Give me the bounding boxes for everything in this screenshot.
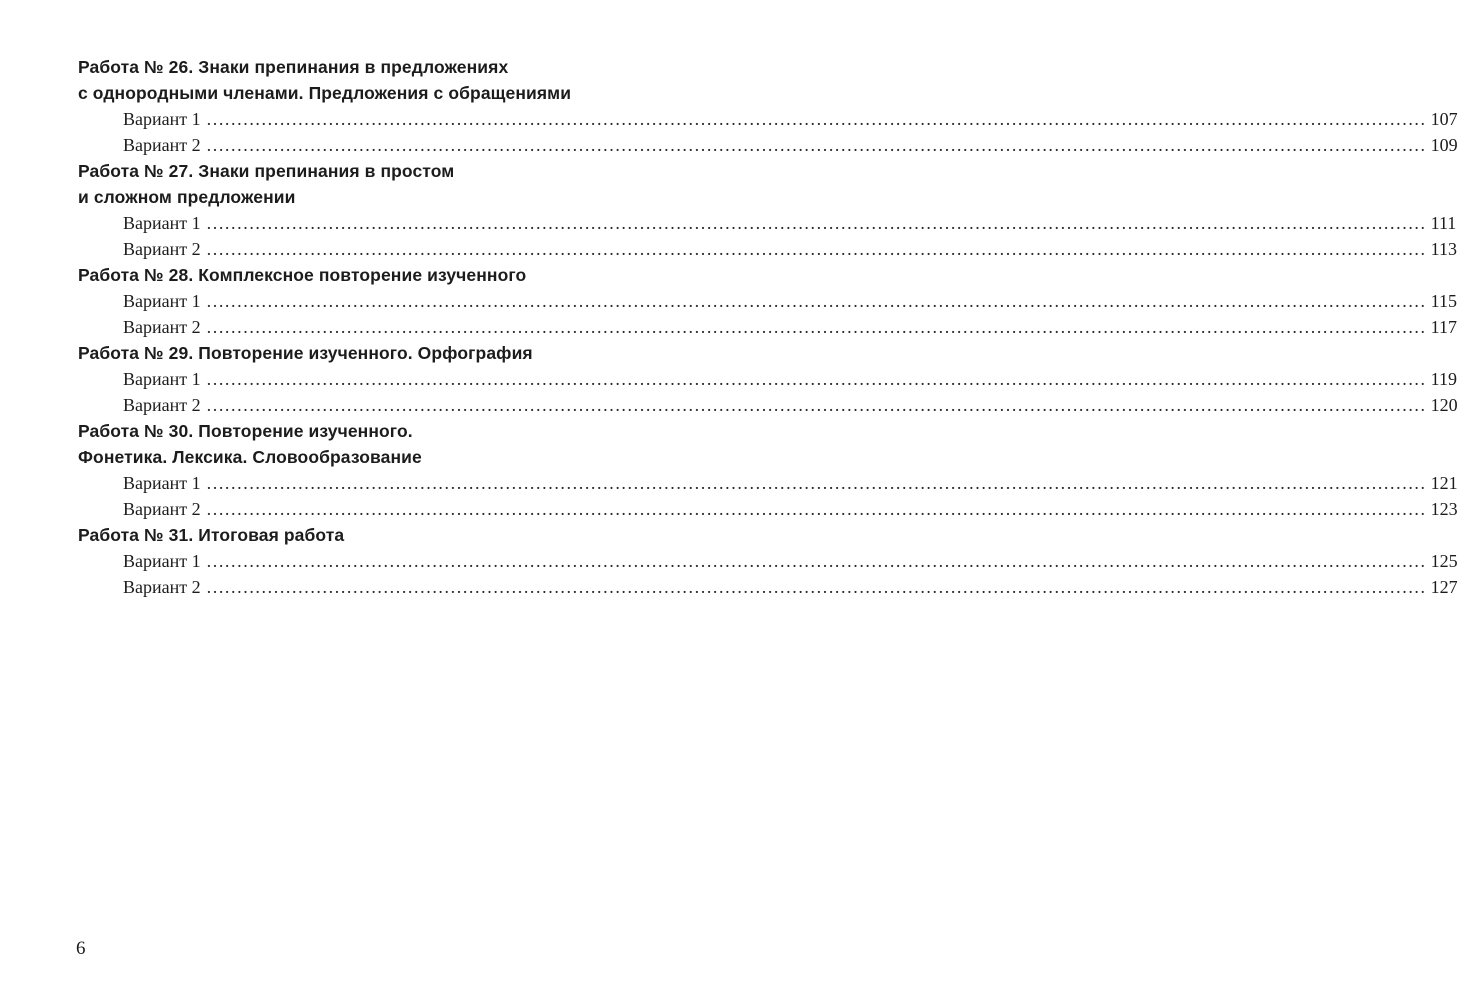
entry-label: Вариант 2 bbox=[123, 135, 201, 155]
section-heading-line: Работа № 28. Комплексное повторение изученного bbox=[78, 265, 527, 285]
entry-label: Вариант 1 bbox=[123, 551, 201, 571]
toc-entry bbox=[78, 210, 1457, 236]
entry-page-number: 111 bbox=[1430, 213, 1457, 233]
entry-page-number: 123 bbox=[1430, 499, 1458, 519]
toc-entry bbox=[78, 132, 1458, 158]
toc-entry bbox=[78, 106, 1458, 132]
entry-page-number: 107 bbox=[1430, 109, 1458, 129]
entry-label: Вариант 2 bbox=[123, 395, 201, 415]
toc-section bbox=[78, 340, 1458, 418]
section-heading-line: Работа № 29. Повторение изученного. Орфография bbox=[78, 343, 533, 363]
toc-entry bbox=[78, 574, 1458, 600]
entry-page-number: 125 bbox=[1430, 551, 1458, 571]
dot-leader: ........................................................................................................................................................................................................ bbox=[206, 239, 1427, 259]
dot-leader: ........................................................................................................................................................................................................ bbox=[206, 135, 1427, 155]
entry-label: Вариант 2 bbox=[123, 239, 201, 259]
toc-entry bbox=[78, 470, 1458, 496]
entry-page-number: 117 bbox=[1430, 317, 1457, 337]
toc-entry bbox=[78, 366, 1457, 392]
entry-page-number: 120 bbox=[1430, 395, 1458, 415]
toc-entry bbox=[78, 314, 1457, 340]
section-heading-line: Работа № 26. Знаки препинания в предложениях bbox=[78, 57, 509, 77]
entry-page-number: 109 bbox=[1430, 135, 1458, 155]
toc-entry bbox=[78, 392, 1458, 418]
entry-page-number: 113 bbox=[1430, 239, 1457, 259]
entry-page-number: 121 bbox=[1430, 473, 1458, 493]
section-heading-line: Работа № 27. Знаки препинания в простом bbox=[78, 161, 455, 181]
section-heading-line: Фонетика. Лексика. Словообразование bbox=[78, 447, 422, 467]
section-heading-line: с однородными членами. Предложения с обращениями bbox=[78, 83, 572, 103]
dot-leader: ........................................................................................................................................................................................................ bbox=[206, 369, 1427, 389]
dot-leader: ........................................................................................................................................................................................................ bbox=[206, 473, 1427, 493]
entry-label: Вариант 1 bbox=[123, 369, 201, 389]
toc-section bbox=[78, 262, 1457, 340]
entry-label: Вариант 2 bbox=[123, 499, 201, 519]
dot-leader: ........................................................................................................................................................................................................ bbox=[206, 395, 1427, 415]
dot-leader: ........................................................................................................................................................................................................ bbox=[206, 577, 1427, 597]
entry-label: Вариант 1 bbox=[123, 473, 201, 493]
dot-leader: ........................................................................................................................................................................................................ bbox=[206, 551, 1427, 571]
toc-entry bbox=[78, 288, 1457, 314]
toc-section bbox=[78, 522, 1458, 600]
entry-page-number: 119 bbox=[1430, 369, 1457, 389]
section-heading-line: Работа № 31. Итоговая работа bbox=[78, 525, 345, 545]
entry-label: Вариант 1 bbox=[123, 213, 201, 233]
toc-section bbox=[78, 54, 1458, 158]
entry-label: Вариант 1 bbox=[123, 291, 201, 311]
entry-label: Вариант 2 bbox=[123, 317, 201, 337]
section-heading-line: и сложном предложении bbox=[78, 187, 296, 207]
section-heading-line: Работа № 30. Повторение изученного. bbox=[78, 421, 413, 441]
toc-entry bbox=[78, 548, 1458, 574]
dot-leader: ........................................................................................................................................................................................................ bbox=[206, 291, 1427, 311]
toc-entry bbox=[78, 496, 1458, 522]
page-number: 6 bbox=[76, 938, 86, 959]
dot-leader: ........................................................................................................................................................................................................ bbox=[206, 317, 1427, 337]
toc-entry bbox=[78, 236, 1457, 262]
entry-page-number: 115 bbox=[1430, 291, 1457, 311]
entry-label: Вариант 2 bbox=[123, 577, 201, 597]
entry-label: Вариант 1 bbox=[123, 109, 201, 129]
dot-leader: ........................................................................................................................................................................................................ bbox=[206, 109, 1427, 129]
dot-leader: ........................................................................................................................................................................................................ bbox=[206, 213, 1427, 233]
toc-section bbox=[78, 418, 1458, 522]
dot-leader: ........................................................................................................................................................................................................ bbox=[206, 499, 1427, 519]
entry-page-number: 127 bbox=[1430, 577, 1458, 597]
table-of-contents bbox=[78, 54, 1458, 600]
toc-section bbox=[78, 158, 1457, 262]
